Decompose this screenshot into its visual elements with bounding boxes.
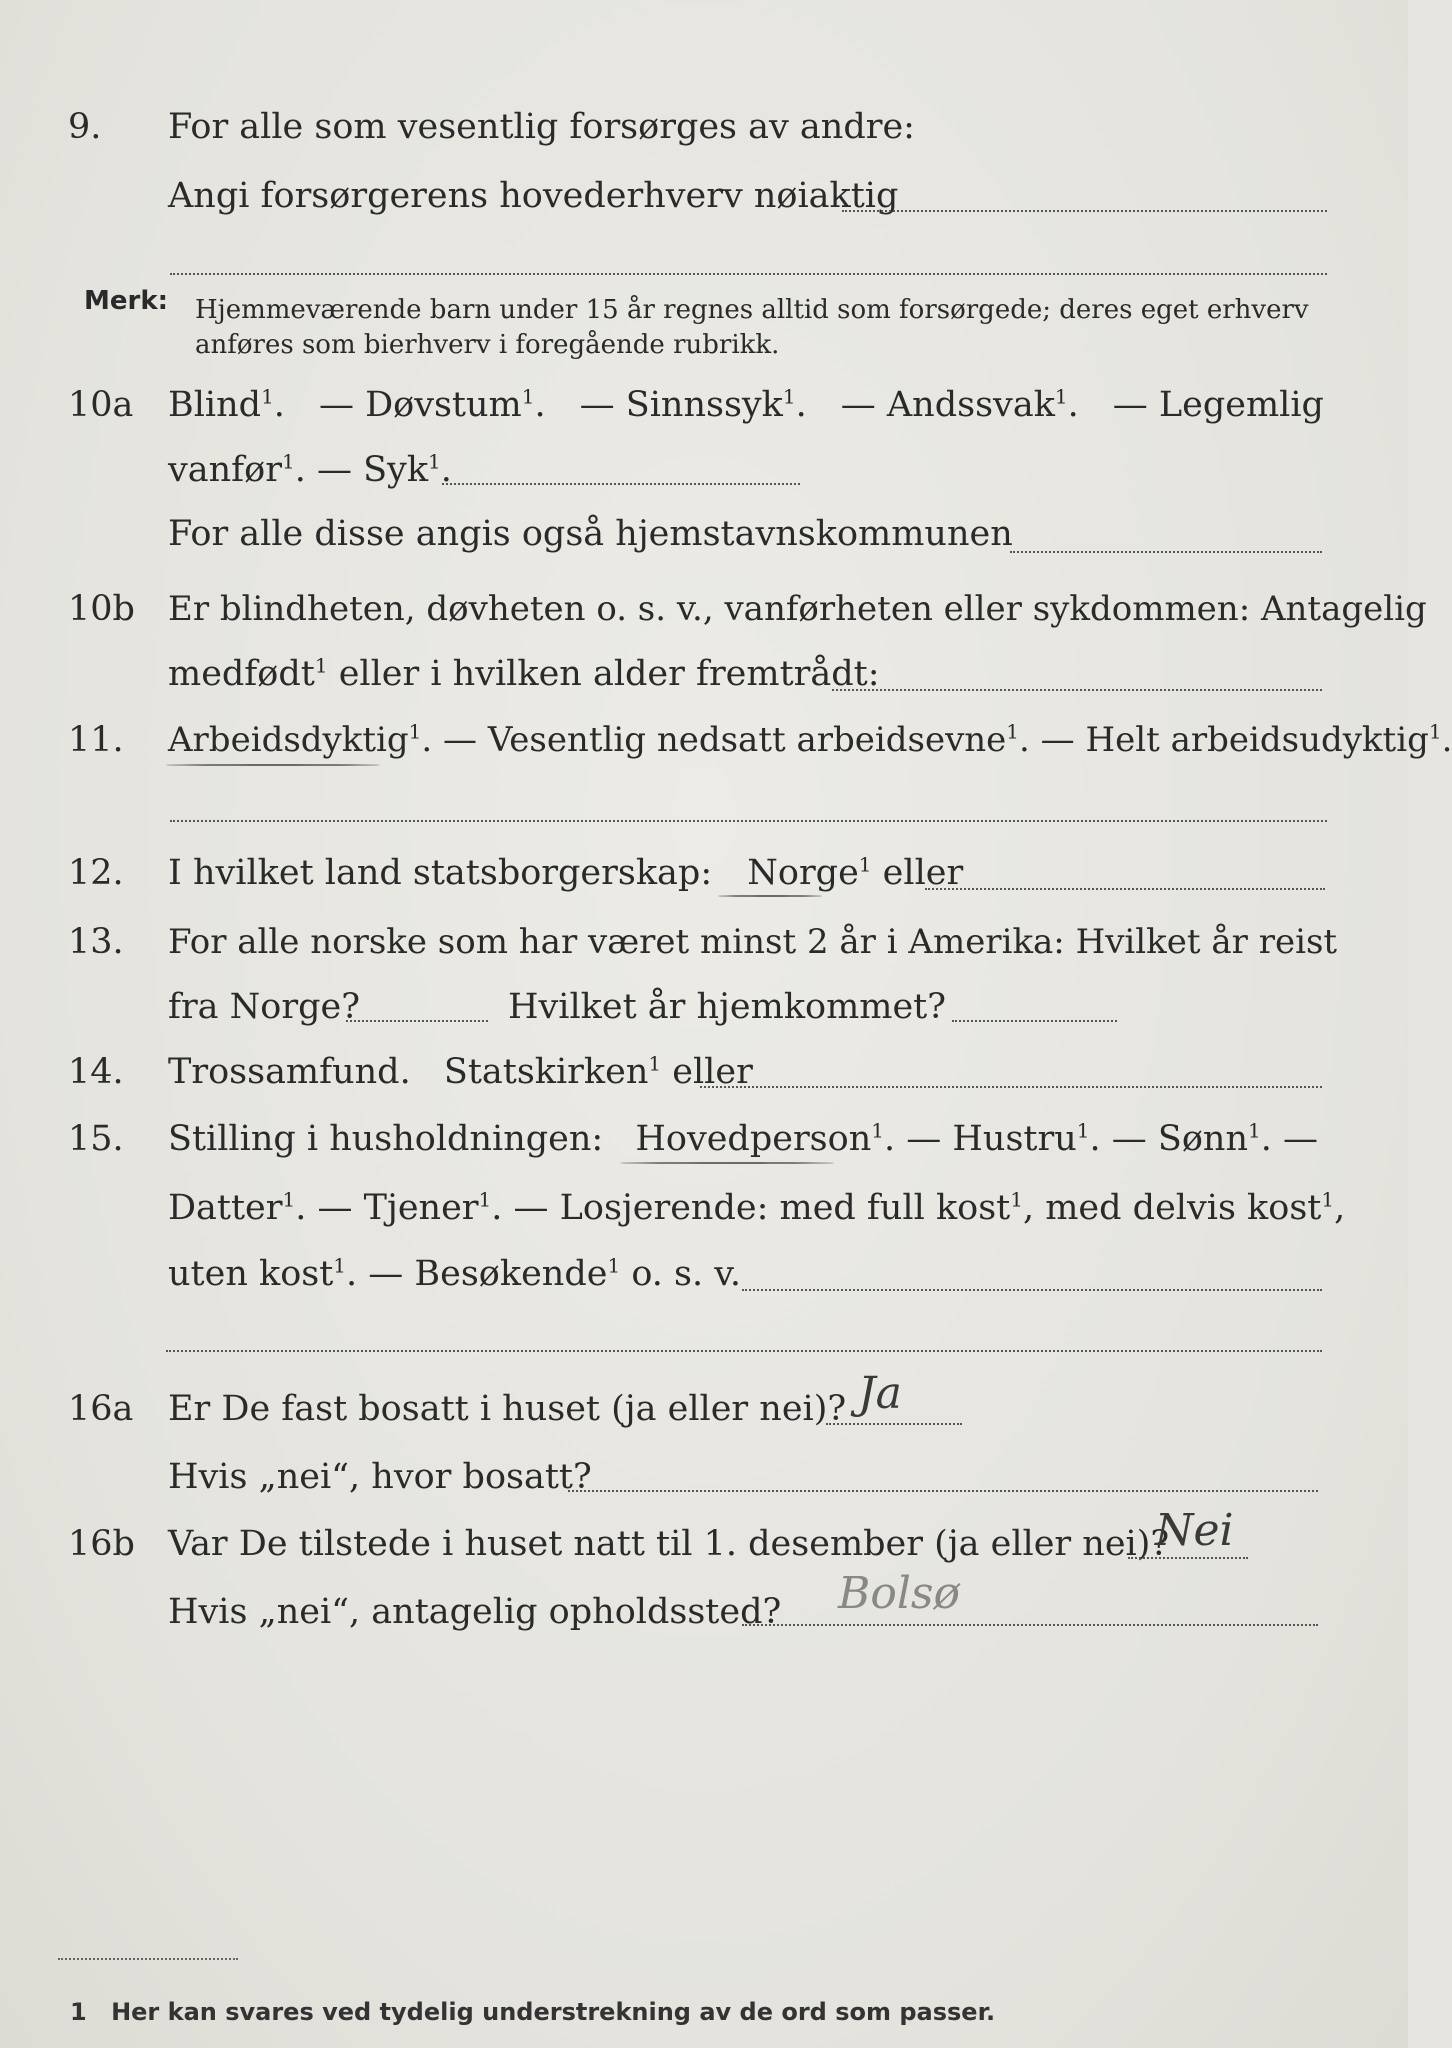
q15-delvis: , med delvis kost: [1022, 1188, 1322, 1228]
q15-hovedperson: Hovedperson: [635, 1119, 872, 1159]
q16a-bosatt-line: [568, 1490, 1318, 1492]
q10a-blind: Blind: [168, 385, 262, 425]
q12-eller: eller: [882, 853, 964, 893]
q9-line1: For alle som vesentlig forsørges av andre:: [168, 107, 915, 147]
q15-hustru: . — Hustru: [884, 1119, 1077, 1159]
q15-comma: ,: [1334, 1188, 1346, 1228]
q10b-line1: Er blindheten, døvheten o. s. v., vanførheten eller sykdommen: Antagelig: [168, 589, 1427, 629]
footnote-text: Her kan svares ved tydelig understrekning av de ord som passer.: [111, 1998, 996, 2026]
q11-answer-line: [170, 820, 1327, 822]
q13-hjem-line: [952, 1020, 1117, 1022]
q9-line2: Angi forsørgerens hovederhverv nøiaktig: [168, 176, 899, 216]
q13-fra-norge: fra Norge?: [168, 987, 360, 1027]
q16b-number: 16b: [68, 1524, 135, 1564]
q12-hand-underline: [718, 895, 822, 897]
q13-number: 13.: [68, 922, 124, 962]
q11-arbeidsdyktig: Arbeidsdyktig: [168, 720, 409, 760]
q15-stilling: Stilling i husholdningen:: [168, 1119, 604, 1159]
q12-norge: Norge: [747, 853, 859, 893]
sup: 1: [428, 449, 441, 474]
merk-line2: anføres som bierhverv i foregående rubrikk.: [195, 330, 780, 360]
sup: 1: [1010, 1187, 1023, 1212]
q13-reist-line: [346, 1020, 488, 1022]
q11-number: 11.: [68, 720, 124, 760]
sup: 1: [521, 384, 535, 409]
q10a-line1: Blind$^1$. — Døvstum$^1$. — Sinnssyk$^1$. — Andssvak$^1$. — Legemlig: [168, 384, 1324, 425]
q14-trossamfund: Trossamfund.: [168, 1052, 411, 1092]
q15-losjerende: . — Losjerende: med full kost: [491, 1188, 1011, 1228]
merk-line1: Hjemmeværende barn under 15 år regnes alltid som forsørgede; deres eget erhverv: [195, 295, 1309, 325]
q14-answer-line: [700, 1086, 1322, 1088]
q15-tjener: . — Tjener: [295, 1188, 479, 1228]
q10a-syk: — Syk: [316, 450, 429, 490]
q13-hjemkommet: Hvilket år hjemkommet?: [508, 987, 947, 1027]
q10a-number: 10a: [68, 385, 134, 425]
q14-statskirken: Statskirken: [443, 1052, 649, 1092]
q16a-number: 16a: [68, 1389, 134, 1429]
q15-uten-kost: uten kost: [168, 1254, 334, 1294]
q10a-legemlig: — Legemlig: [1112, 385, 1324, 425]
q10a-sinnssyk: — Sinnssyk: [579, 385, 783, 425]
q13-line1: For alle norske som har været minst 2 år i Amerika: Hvilket år reist: [168, 922, 1338, 962]
q10b-number: 10b: [68, 589, 135, 629]
sup: 1: [1054, 384, 1068, 409]
sup: 1: [314, 653, 328, 678]
q10b-alder: eller i hvilken alder fremtrådt:: [338, 654, 880, 694]
q10a-answer-line: [442, 483, 800, 485]
q16b-answer-line: [1128, 1557, 1248, 1559]
q16b-answer2: Bolsø: [838, 1568, 960, 1619]
q15-answer-line: [742, 1289, 1322, 1291]
q16b-opholdssted-line: [742, 1624, 1318, 1626]
q15-answer-line-2: [166, 1350, 1322, 1352]
sup: 1: [607, 1253, 621, 1278]
q15-sonn: . — Sønn: [1089, 1119, 1248, 1159]
q15-datter: Datter: [168, 1188, 283, 1228]
q15-besokende: . — Besøkende: [346, 1254, 608, 1294]
q16b-answer: Nei: [1155, 1505, 1234, 1556]
q16a-line2: Hvis „nei“, hvor bosatt?: [168, 1457, 592, 1497]
sup: 1: [261, 384, 274, 409]
q12-text: I hvilket land statsborgerskap:: [168, 853, 713, 893]
q16b-line2: Hvis „nei“, antagelig opholdssted?: [168, 1592, 782, 1632]
q15-number: 15.: [68, 1119, 124, 1159]
q9-number: 9.: [68, 107, 102, 147]
q10a-hjemstavn-line: [1010, 551, 1322, 553]
q16a-answer-line: [826, 1423, 962, 1425]
sup: 1: [871, 1118, 884, 1143]
q11-nedsatt: . — Vesentlig nedsatt arbeidsevne: [421, 720, 1007, 760]
q12-number: 12.: [68, 853, 124, 893]
q9-answer-line-2: [170, 273, 1327, 275]
q16a-line1: Er De fast bosatt i huset (ja eller nei)?: [168, 1389, 847, 1429]
q15-hand-underline: [620, 1162, 834, 1164]
sup: 1: [648, 1051, 662, 1076]
q12-answer-line: [925, 888, 1325, 890]
census-form-page: 9. For alle som vesentlig forsørges av andre: Angi forsørgerens hovederhverv nøiaktig Merk: Hjemmeværende barn under 15 år regnes alltid som forsørgede; deres eget erhverv anføres som bierhverv i foregående rubrikk. 10a Blind$^1$. — Døvstum$^1$. — Sinnssyk$^1$. — Andssvak$^1$. — Legemlig vanfør$^1$. — Syk$^1$. For alle disse angis også hjemstavnskommunen 10b Er blindheten, døvheten o. s. v., vanførheten eller sykdommen: Antagelig medfødt$^1$ eller i hvilken alder fremtrådt: 11. Arbeidsdyktig$^1$. — Vesentlig nedsatt arbeidsevne$^1$. — Helt arbeidsudyktig$^1$. 12. I hvilket land statsborgerskap: Norge$^1$ eller 13. For alle norske som har været minst 2 år i Amerika: Hvilket år reist fra Norge? Hvilket år hjemkommet? 14. Trossamfund. Statskirken$^1$ eller 15. Stilling i husholdningen: Hovedperson$^1$. — Hustru$^1$. — Sønn$^1$. — Datter$^1$. — Tjener$^1$. — Losjerende: med full kost$^1$, med delvis kost$^1$, uten kost$^1$. — Besøkende$^1$ o. s. v. 16a Er De fast bosatt i huset (ja eller nei)? Ja Hvis „nei“, hvor bosatt? 16b Var De tilstede i huset natt til 1. desember (ja eller nei)? Nei Hvis „nei“, antagelig opholdssted? Bolsø 1 Her kan svares ved tydelig understrekning av de ord som passer.: [0, 0, 1408, 2048]
q14-number: 14.: [68, 1052, 124, 1092]
footnote: [70, 1998, 995, 2026]
sup: 1: [1248, 1118, 1261, 1143]
q10b-medfodt: medfødt: [168, 654, 315, 694]
footnote-mark: 1: [70, 1998, 87, 2026]
sup: 1: [281, 449, 295, 474]
q10a-dovstum: — Døvstum: [318, 385, 522, 425]
q10a-vanfor: vanfør: [168, 450, 282, 490]
merk-label: Merk:: [84, 286, 169, 316]
q10a-andssvak: — Andssvak: [840, 385, 1055, 425]
q16b-line1: Var De tilstede i huset natt til 1. desember (ja eller nei)?: [168, 1524, 1170, 1564]
q15-line1: [168, 1117, 1318, 1161]
q15-osv: o. s. v.: [631, 1254, 742, 1294]
q16a-answer: Ja: [858, 1368, 902, 1419]
sup: 1: [333, 1253, 347, 1278]
sup: 1: [858, 852, 872, 877]
sup: 1: [1076, 1118, 1090, 1143]
q10a-line3: For alle disse angis også hjemstavnskommunen: [168, 514, 1013, 554]
q15-dash: . —: [1260, 1119, 1318, 1159]
sup: 1: [408, 719, 422, 744]
q11-udyktig: . — Helt arbeidsudyktig: [1019, 720, 1429, 760]
footnote-rule: [58, 1958, 238, 1960]
sup: 1: [282, 1187, 296, 1212]
sup: 1: [478, 1187, 492, 1212]
q11-period: .: [1441, 720, 1452, 760]
sup: 1: [1428, 719, 1442, 744]
q14-eller: eller: [672, 1052, 753, 1092]
q9-answer-line: [842, 210, 1327, 212]
sup: 1: [1006, 719, 1020, 744]
q10b-answer-line: [832, 689, 1322, 691]
q11-hand-underline: [166, 764, 380, 766]
sup: 1: [782, 384, 796, 409]
sup: 1: [1321, 1187, 1335, 1212]
